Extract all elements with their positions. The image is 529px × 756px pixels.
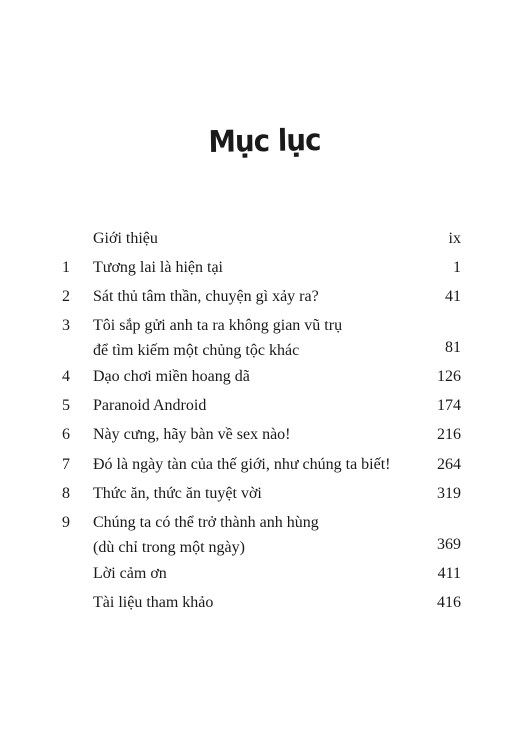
chapter-title-line: Paranoid Android — [93, 397, 207, 414]
chapter-number: 5 — [62, 397, 70, 414]
page-number: 216 — [437, 426, 461, 443]
page-number: 369 — [437, 536, 461, 553]
chapter-title — [93, 226, 423, 251]
chapter-title — [93, 481, 423, 506]
chapter-title — [93, 590, 423, 615]
chapter-title-line: Sát thủ tâm thần, chuyện gì xảy ra? — [93, 288, 319, 305]
chapter-title — [93, 313, 423, 363]
page-number: 264 — [437, 456, 461, 473]
chapter-number: 6 — [62, 426, 70, 443]
page-number: 1 — [453, 259, 461, 276]
chapter-title-line: Lời cảm ơn — [93, 565, 167, 582]
chapter-number: 9 — [62, 514, 70, 531]
page-number: 126 — [437, 368, 461, 385]
page-number: 81 — [445, 339, 461, 356]
chapter-title — [93, 284, 423, 309]
chapter-title-line: Dạo chơi miền hoang dã — [93, 368, 250, 385]
page-title: Mục lục — [208, 122, 321, 161]
chapter-title-line: để tìm kiếm một chủng tộc khác — [93, 342, 300, 359]
chapter-title — [93, 422, 423, 447]
chapter-title-line: Chúng ta có thể trở thành anh hùng — [93, 514, 319, 531]
chapter-title-line: Tài liệu tham khảo — [93, 594, 214, 611]
chapter-title-line: Giới thiệu — [93, 230, 158, 247]
page-number: 319 — [437, 485, 461, 502]
chapter-number: 8 — [62, 485, 70, 502]
chapter-title — [93, 364, 423, 389]
chapter-title-line: Tương lai là hiện tại — [93, 259, 223, 276]
page-number: ix — [448, 230, 461, 247]
chapter-title — [93, 510, 423, 560]
page-number: 411 — [437, 565, 461, 582]
chapter-title-line: Đó là ngày tàn của thế giới, như chúng ta biết! — [93, 456, 391, 473]
page-number: 416 — [437, 594, 461, 611]
chapter-number: 2 — [62, 288, 70, 305]
chapter-number: 3 — [62, 317, 70, 334]
chapter-title — [93, 255, 423, 280]
chapter-number: 4 — [62, 368, 70, 385]
chapter-title-line: Tôi sắp gửi anh ta ra không gian vũ trụ — [93, 317, 343, 334]
chapter-number: 7 — [62, 456, 70, 473]
chapter-title-line: Này cưng, hãy bàn về sex nào! — [93, 426, 291, 443]
chapter-title-line: Thức ăn, thức ăn tuyệt vời — [93, 485, 262, 502]
page-number: 41 — [445, 288, 461, 305]
page-number: 174 — [437, 397, 461, 414]
chapter-title-line: (dù chỉ trong một ngày) — [93, 539, 245, 556]
chapter-title — [93, 393, 423, 418]
chapter-title — [93, 452, 423, 477]
chapter-number: 1 — [62, 259, 70, 276]
chapter-title — [93, 561, 423, 586]
